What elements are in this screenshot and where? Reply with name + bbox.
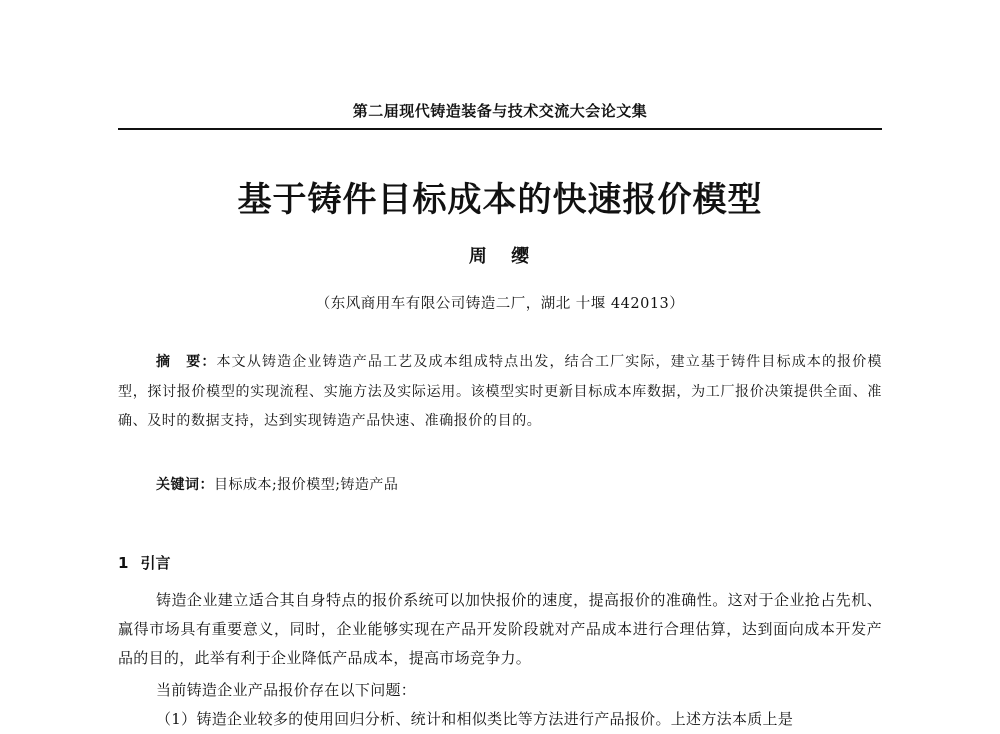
section-heading — [118, 552, 882, 574]
abstract-label: 摘 要： — [156, 354, 217, 370]
keywords-text: 目标成本;报价模型;铸造产品 — [214, 477, 399, 493]
running-header: 第二届现代铸造装备与技术交流大会论文集 — [352, 102, 648, 120]
abstract-text: 本文从铸造企业铸造产品工艺及成本组成特点出发，结合工厂实际，建立基于铸件目标成本的报价模型，探讨报价模型的实现流程、实施方法及实际运用。该模型实时更新目标成本库数据，为工厂报价决策提供全面、准确、及时的数据支持，达到实现铸造产品快速、准确报价的目的。 — [118, 354, 882, 429]
body-paragraph: 铸造企业建立适合其自身特点的报价系统可以加快报价的速度，提高报价的准确性。这对于企业抢占先机、赢得市场具有重要意义，同时，企业能够实现在产品开发阶段就对产品成本进行合理估算，达到面向成本开发产品的目的，此举有利于企业降低产品成本，提高市场竞争力。 — [118, 591, 882, 667]
body-paragraph: 当前铸造企业产品报价存在以下问题： — [156, 681, 417, 699]
paper-title: 基于铸件目标成本的快速报价模型 — [237, 180, 763, 220]
author-affiliation: （东风商用车有限公司铸造二厂，湖北 十堰 442013） — [315, 296, 685, 312]
keywords-label: 关键词： — [156, 477, 214, 493]
section-number: 1 — [118, 554, 129, 572]
author-name: 周 缨 — [468, 246, 532, 267]
keywords — [156, 474, 882, 496]
body-paragraph: （1）铸造企业较多的使用回归分析、统计和相似类比等方法进行产品报价。上述方法本质上是 — [156, 710, 794, 728]
abstract — [118, 348, 882, 437]
section-title: 引言 — [140, 554, 171, 572]
header-rule — [118, 128, 882, 130]
